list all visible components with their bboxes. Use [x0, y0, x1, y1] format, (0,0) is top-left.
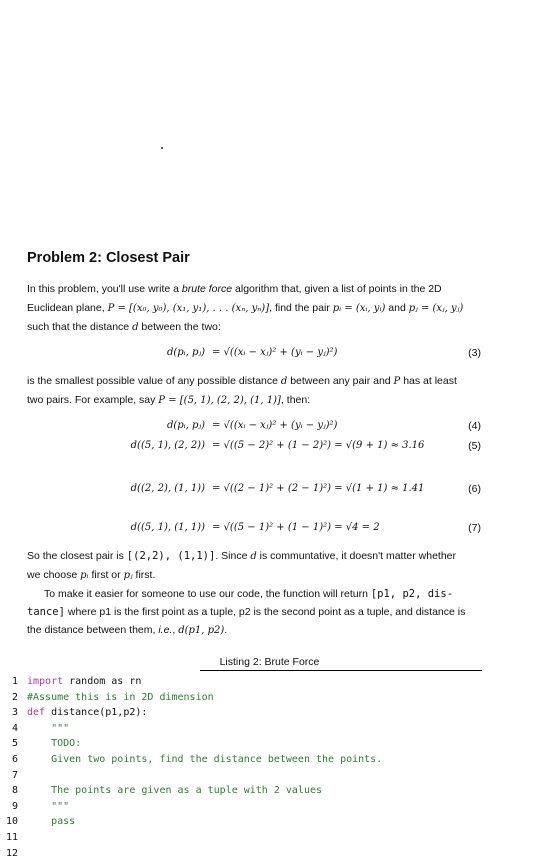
conclusion-text: .	[224, 624, 228, 636]
code-text: distance(p1,p2):	[45, 707, 148, 719]
code-text: random as rn	[63, 676, 142, 687]
intro-text: Euclidean plane,	[27, 302, 108, 314]
eq3-lhs: d(pᵢ, pⱼ)	[166, 347, 205, 358]
intro-text: In this problem, you'll use write a	[27, 283, 182, 295]
intro-text: between the two:	[138, 321, 221, 333]
mid-text: , then:	[280, 394, 311, 406]
eq4-lhs: d(pᵢ, pⱼ)	[166, 420, 205, 431]
line-number: 2	[11, 691, 18, 703]
intro-text: algorithm that, given a list of points in the 2D	[232, 283, 442, 295]
intro-text: such that the distance	[27, 321, 133, 333]
conclusion-text: To make it easier for someone to use our code, the function will return	[44, 588, 371, 600]
conclusion-text: So the closest pair is	[27, 550, 127, 562]
math-pj: pⱼ = (xⱼ, yⱼ)	[408, 303, 464, 314]
math-pi: pᵢ = (xᵢ, yᵢ)	[332, 303, 386, 314]
conclusion-text: ,	[172, 624, 179, 636]
line-number: 1	[11, 676, 18, 687]
math-example-points: P = [(5, 1), (2, 2), (1, 1)]	[158, 395, 281, 406]
eq4-number: (4)	[468, 420, 481, 432]
eq6-rhs: = √((2 − 1)² + (2 − 1)²) = √(1 + 1) ≈ 1.41	[212, 483, 425, 494]
eq6-number: (6)	[468, 483, 481, 495]
conclusion-line-2	[27, 566, 482, 585]
math-points-list: P = [(x₀, y₀), (x₁, y₁), . . . (xₙ, yₙ)]	[107, 303, 270, 314]
eq5-number: (5)	[468, 440, 481, 452]
code-string: The points are given as a tuple with 2 values	[27, 785, 323, 797]
line-number: 11	[5, 832, 18, 843]
eq4-rhs: = √((xᵢ − xⱼ)² + (yᵢ − yⱼ)²)	[212, 420, 338, 431]
code-line	[0, 816, 75, 827]
code-comment: #Assume this is in 2D dimension	[27, 691, 214, 703]
code-keyword: import	[27, 676, 64, 687]
line-number: 3	[11, 707, 18, 719]
code-line	[0, 785, 322, 796]
inline-code-return: [p1, p2, dis-	[370, 588, 454, 600]
code-line	[0, 770, 27, 781]
math-d: d	[280, 376, 288, 387]
conclusion-text: is communtative, it doesn't matter whether	[256, 550, 457, 562]
code-line	[0, 848, 27, 859]
line-number: 5	[11, 738, 18, 750]
code-line	[0, 723, 69, 734]
conclusion-text: first.	[132, 569, 156, 581]
line-number: 4	[11, 722, 18, 734]
mid-line-1	[27, 372, 482, 391]
math-d: d	[250, 551, 257, 562]
intro-emphasis: brute force	[181, 283, 233, 295]
math-d-p1-p2: d(p1, p2)	[178, 625, 225, 636]
intro-text: and	[385, 302, 409, 314]
inline-code-return: tance]	[27, 606, 65, 618]
code-string: Given two points, find the distance between the points.	[27, 754, 383, 765]
intro-line-3	[27, 318, 482, 337]
code-string: """	[27, 722, 70, 734]
conclusion-text: where p1 is the first point as a tuple, p2 is the second point as a tuple, and distance is	[64, 606, 466, 618]
mid-line-2	[27, 391, 482, 410]
mid-text: is the smallest possible value of any possible distance	[27, 375, 281, 387]
inline-code-closest-pair: [(2,2), (1,1)]	[126, 550, 216, 562]
conclusion-text: . Since	[215, 550, 251, 562]
code-line	[0, 707, 147, 718]
code-line	[0, 832, 27, 843]
math-pj: pⱼ	[123, 570, 133, 581]
line-number: 8	[11, 785, 18, 797]
stray-dot	[161, 147, 163, 149]
code-line	[0, 738, 81, 749]
conclusion-text: we choose	[27, 569, 81, 581]
eq3-rhs: = √((xᵢ − xⱼ)² + (yᵢ − yⱼ)²)	[212, 347, 338, 358]
line-number: 9	[11, 800, 18, 812]
code-string: """	[27, 800, 70, 812]
math-P: P	[393, 376, 401, 387]
code-string: pass	[27, 816, 76, 828]
conclusion-line-4	[27, 603, 482, 622]
mid-text: between any pair and	[287, 375, 394, 387]
mid-text: two pairs. For example, say	[27, 394, 159, 406]
conclusion-text: the distance between them,	[27, 624, 159, 636]
listing-rule	[200, 670, 482, 671]
intro-line-2	[27, 299, 482, 318]
mid-text: has at least	[400, 375, 457, 387]
math-pi: pᵢ	[80, 570, 89, 581]
conclusion-line-1	[27, 547, 482, 566]
code-line	[0, 676, 141, 687]
problem-heading: Problem 2: Closest Pair	[27, 250, 190, 266]
intro-line-1	[27, 280, 482, 299]
math-d: d	[132, 322, 139, 333]
conclusion-line-5	[27, 621, 482, 640]
line-number: 6	[11, 754, 18, 765]
eq3-number: (3)	[468, 347, 481, 359]
listing-caption: Listing 2: Brute Force	[219, 656, 320, 668]
code-line	[0, 801, 69, 812]
line-number: 7	[11, 769, 18, 781]
eq7-rhs: = √((5 − 1)² + (1 − 1)²) = √4 = 2	[212, 522, 380, 533]
conclusion-line-3	[44, 585, 484, 604]
eq6-lhs: d((2, 2), (1, 1))	[130, 483, 205, 494]
eq7-number: (7)	[468, 522, 481, 534]
line-number: 12	[5, 847, 18, 859]
eq5-rhs: = √((5 − 2)² + (1 − 2)²) = √(9 + 1) ≈ 3.16	[212, 440, 425, 451]
code-line	[0, 692, 214, 703]
code-line	[0, 754, 382, 765]
conclusion-emphasis: i.e.	[158, 624, 173, 636]
line-number: 10	[5, 816, 18, 828]
intro-text: , find the pair	[269, 302, 333, 314]
code-keyword: def	[27, 707, 46, 719]
code-string: TODO:	[27, 738, 82, 750]
eq5-lhs: d((5, 1), (2, 2))	[130, 440, 205, 451]
conclusion-text: first or	[88, 569, 124, 581]
eq7-lhs: d((5, 1), (1, 1))	[130, 522, 205, 533]
